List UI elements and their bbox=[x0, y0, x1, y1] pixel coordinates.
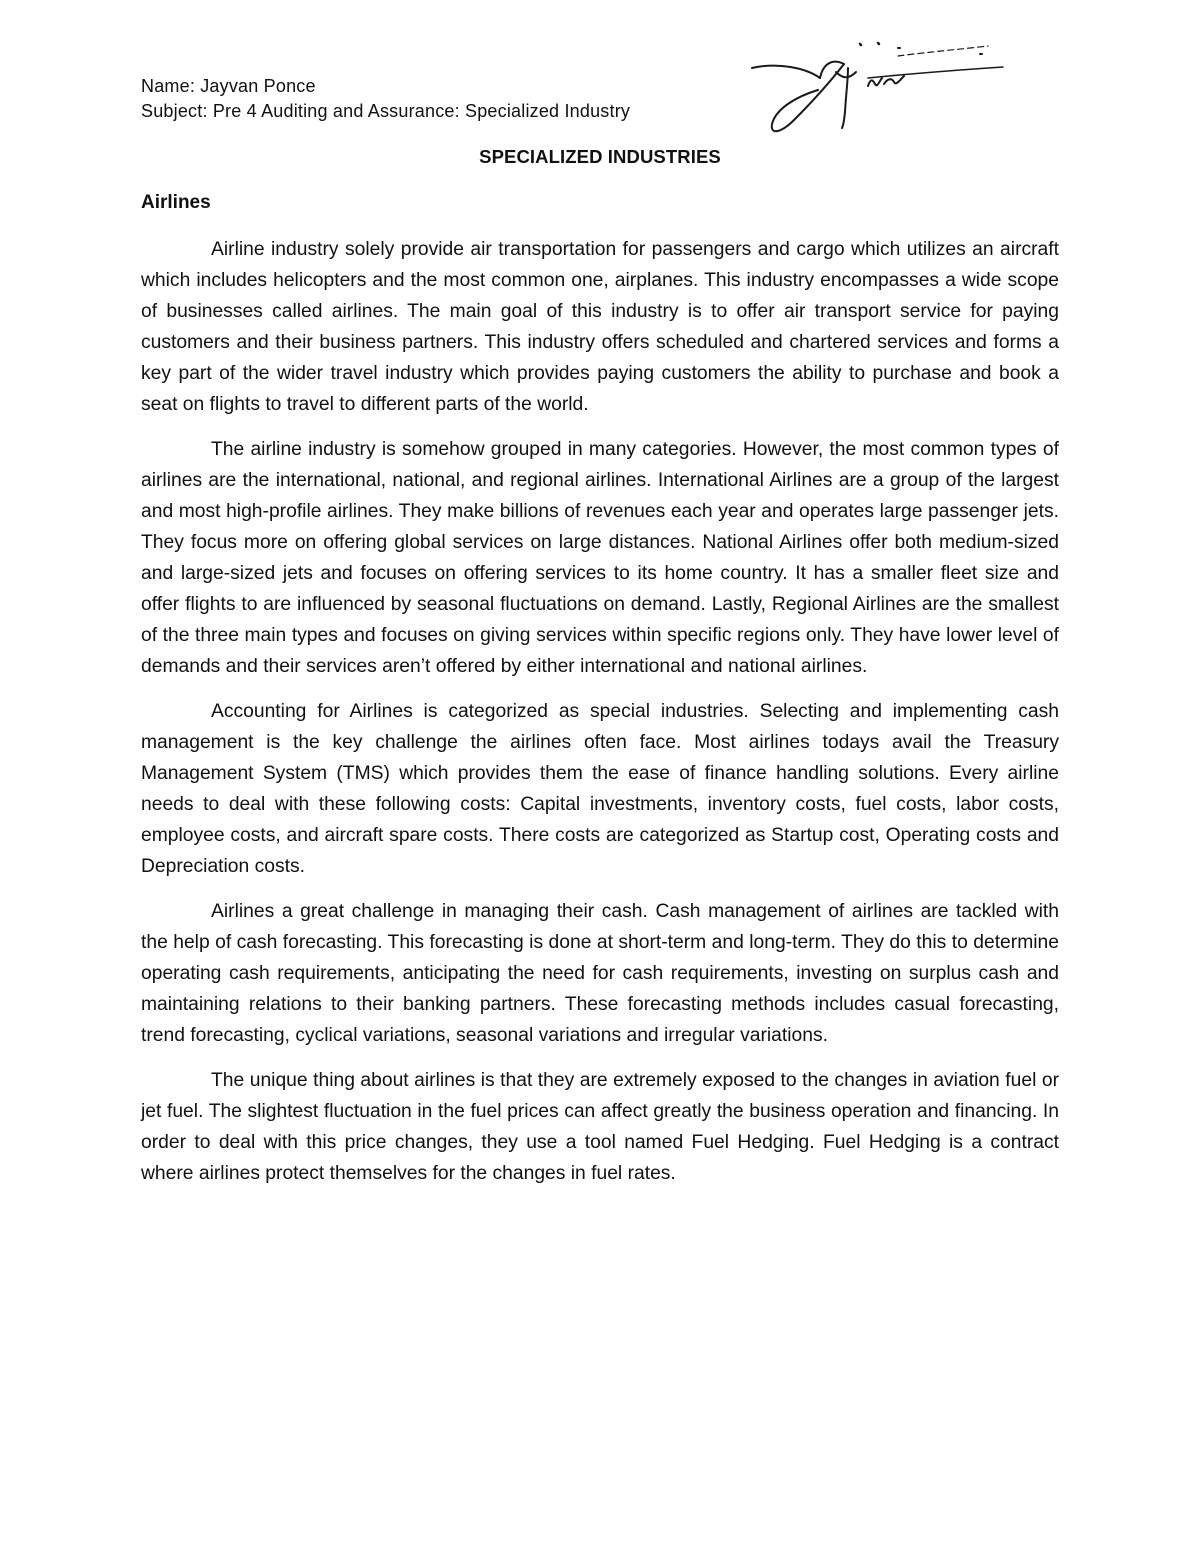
student-header bbox=[141, 74, 630, 124]
document-body bbox=[141, 234, 1059, 1203]
paragraph-4: Airlines a great challenge in managing their cash. Cash management of airlines are tackled with the help of cash forecasting. This forecasting is done at short-term and long-term. They do this to determine operating cash requirements, anticipating the need for cash requirements, investing on surplus cash and maintaining relations to their banking partners. These forecasting methods includes casual forecasting, trend forecasting, cyclical variations, seasonal variations and irregular variations. bbox=[141, 901, 1059, 1046]
document-title: SPECIALIZED INDUSTRIES bbox=[479, 146, 721, 167]
section-heading-airlines: Airlines bbox=[141, 192, 211, 213]
handwritten-signature-icon bbox=[748, 34, 1018, 138]
paragraph-1: Airline industry solely provide air transportation for passengers and cargo which utilizes an aircraft which includes helicopters and the most common one, airplanes. This industry encompasses a wide scope of businesses called airlines. The main goal of this industry is to offer air transport service for paying customers and their business partners. This industry offers scheduled and chartered services and forms a key part of the wider travel industry which provides paying customers the ability to purchase and book a seat on flights to travel to different parts of the world. bbox=[141, 239, 1059, 415]
paragraph-2: The airline industry is somehow grouped in many categories. However, the most common types of airlines are the international, national, and regional airlines. International Airlines are a group of the largest and most high-profile airlines. They make billions of revenues each year and operates large passenger jets. They focus more on offering global services on large distances. National Airlines offer both medium-sized and large-sized jets and focuses on offering services to its home country. It has a smaller fleet size and offer flights to are influenced by seasonal fluctuations on demand. Lastly, Regional Airlines are the smallest of the three main types and focuses on giving services within specific regions only. They have lower level of demands and their services aren’t offered by either international and national airlines. bbox=[141, 439, 1059, 677]
paragraph-5: The unique thing about airlines is that they are extremely exposed to the changes in aviation fuel or jet fuel. The slightest fluctuation in the fuel prices can affect greatly the business operation and financing. In order to deal with this price changes, they use a tool named Fuel Hedging. Fuel Hedging is a contract where airlines protect themselves for the changes in fuel rates. bbox=[141, 1070, 1059, 1184]
student-name: Name: Jayvan Ponce bbox=[141, 76, 316, 96]
subject-line: Subject: Pre 4 Auditing and Assurance: Specialized Industry bbox=[141, 101, 631, 121]
paragraph-3: Accounting for Airlines is categorized as special industries. Selecting and implementing cash management is the key challenge the airlines often face. Most airlines todays avail the Treasury Management System (TMS) which provides them the ease of finance handling solutions. Every airline needs to deal with these following costs: Capital investments, inventory costs, fuel costs, labor costs, employee costs, and aircraft spare costs. There costs are categorized as Startup cost, Operating costs and Depreciation costs. bbox=[141, 701, 1059, 877]
